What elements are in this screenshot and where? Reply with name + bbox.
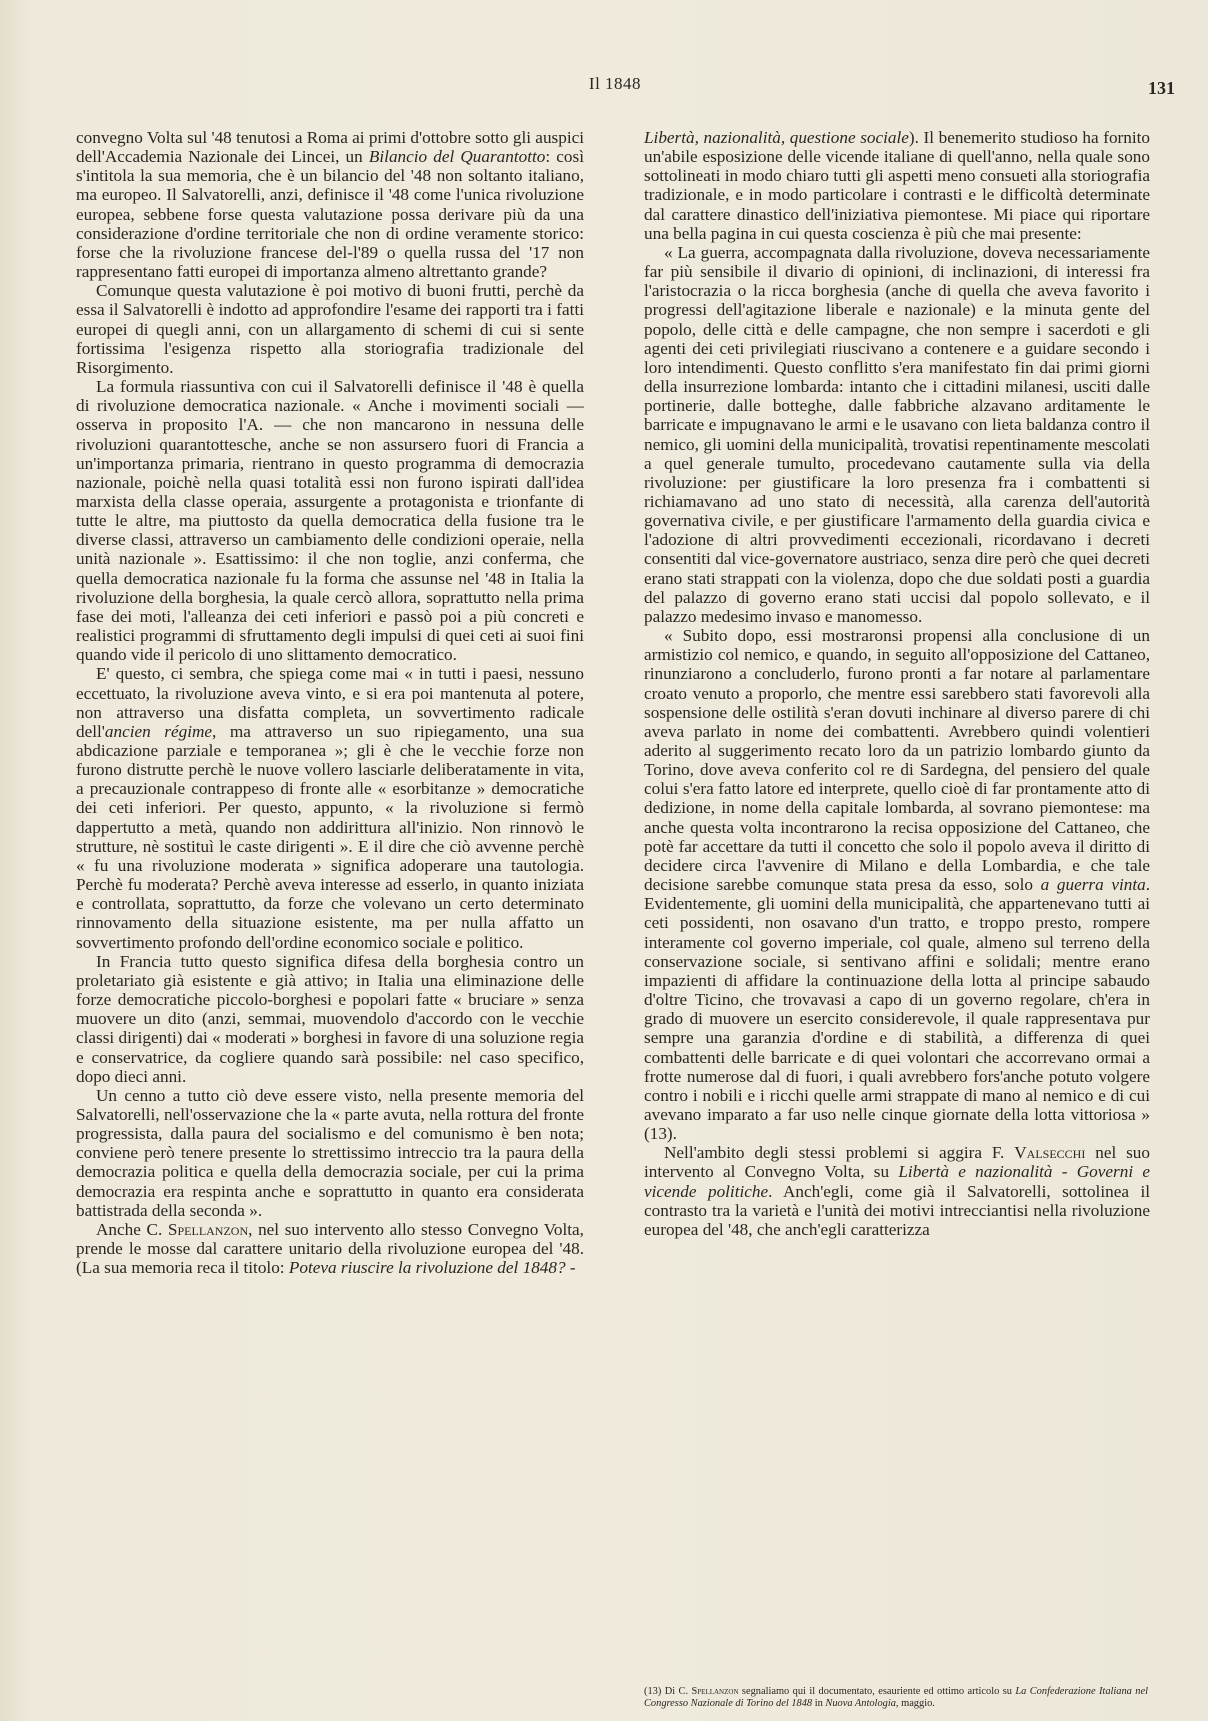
text-run: Anche C. (96, 1219, 168, 1239)
paragraph: « La guerra, accompagnata dalla rivoluzione, doveva necessariamente far più sensibile il divario di opinioni, di inclinazioni, di interessi fra l'aristocrazia o la ricca borghesia (anche di quella che aveva favorito i progressi dell'agitazione liberale e nazionale) e la minuta gente del popolo, delle città e delle campagne, che non sempre i sacerdoti e gli agenti dei ceti privilegiati riuscivano a contenere e a guidare secondo i loro intendimenti. Questo conflitto s'era manifestato fin dai primi giorni della insurrezione lombarda: intanto che i cittadini milanesi, usciti dalle portinerie, dalle botteghe, dalle fabbriche alzavano arditamente le barricate e impugnavano le armi e le usavano con lieta baldanza contro il nemico, gli uomini della municipalità, trovatisi repentinamente mescolati a quel generale tumulto, procedevano cautamente sulla via della rivoluzione: per giustificare la loro presenza fra i combattenti si richiamavano ad uno stato di necessità, alla carenza dell'autorità governativa civile, e per giustificare l'armamento della guardia civica e l'adozione di altri provvedimenti eccezionali, ricordavano i decreti consentiti dal vice-governatore austriaco, senza dire però che quei decreti erano stati strappati con la violenza, dopo che due soldati posti a guardia del palazzo di governo erano stati uccisi dal popolo sollevato, e il palazzo medesimo invaso e manomesso. (644, 242, 1150, 626)
paragraph (644, 1143, 1150, 1239)
text-run: . Evidentemente, gli uomini della municipalità, che appartenevano tutti ai ceti possidenti, non osavano d'un tratto, e troppo presto, rompere interamente col governo imperiale, col quale, almeno sul terreno della conservazione sociale, si sentivano affini e solidali; mentre erano impazienti di affidare la continuazione della lotta al principe sabaudo d'oltre Ticino, che trovavasi a capo di un governo regolare, ch'era in grado di muovere un esercito considerevole, il quale rappresentava pur sempre una garanzia d'ordine e di stabilità, a differenza di quei combattenti delle barricate e di quei volontari che accorrevano ormai a frotte numerose dal di fuori, i quali avrebbero fors'anche potuto volgere contro i nobili e i ricchi quelle armi strappate di mano al nemico e di cui avevano imparato a far uso nelle cinque giornate della lotta vittoriosa » (13). (644, 875, 1150, 1144)
text-run: , maggio. (895, 1698, 935, 1709)
text-run: , nel suo intervento allo stesso Convegno Volta, prende le mosse dal carattere unitario della rivoluzione europea del '48. (La sua memoria reca il titolo: (76, 1219, 584, 1278)
text-run: , ma attraverso un suo ripiegamento, una sua abdicazione parziale e temporanea »; gli è che le vecchie forze non furono distrutte perchè le nuove vollero lasciarle deliberatamente in vita, a precauzionale contrappeso di fronte alle « esorbitanze » democratiche dei ceti inferiori. Per questo, appunto, « la rivoluzione si fermò dappertutto a metà, quando non addirittura all'inizio. Non rinnovò le strutture, nè sostituì le caste dirigenti ». E il dire che ciò avvenne perchè « fu una rivoluzione moderata » significa adoperare una tautologia. Perchè fu moderata? Perchè aveva interesse ad esserlo, in quanto iniziata e controllata, soprattutto, da forze che volevano un certo determinato rinnovamento della situazione esistente, ma per nulla affatto un sovvertimento profondo dell'ordine economico sociale e politico. (76, 721, 584, 952)
italic-phrase: a guerra vinta (1040, 875, 1146, 895)
footnote (644, 1686, 1148, 1710)
paragraph: Comunque questa valutazione è poi motivo di buoni frutti, perchè da essa il Salvatorelli è indotto ad approfondire l'esame dei rapporti tra i fatti europei di quegli anni, con un allargamento di schemi di cui si sente fortissima l'esigenza rispetto alla storiografia tradizionale del Risorgimento. (76, 281, 584, 377)
paragraph: La formula riassuntiva con cui il Salvatorelli definisce il '48 è quella di rivoluzione democratica nazionale. « Anche i movimenti sociali — osserva in proposito l'A. — che non mancarono in nessuna delle rivoluzioni quarantottesche, anche se non assursero fuori di Francia a un'importanza primaria, rientrano in questo programma di democrazia nazionale, poichè nella quasi totalità essi non furono ispirati dall'idea marxista della classe operaia, assurgente a protagonista e trionfante di tutte le altre, ma piuttosto da quella democratica della fusione tra le diverse classi, attraverso un cambiamento delle condizioni operaie, nella unità nazionale ». Esattissimo: il che non toglie, anzi conferma, che quella democratica nazionale fu la forma che assunse nel '48 in Italia la rivoluzione della borghesia, la quale cercò allora, soprattutto nella prima fase dei moti, l'alleanza dei ceti inferiori e passò poi a più concreti e realistici programmi di sfruttamento degli impulsi di quei ceti ai suoi fini quando vide il pericolo di uno slittamento democratico. (76, 377, 584, 665)
text-run: E' questo, ci sembra, che spiega come mai « in tutti i paesi, nessuno eccettuato, la rivoluzione aveva vinto, e si era poi mantenuta al potere, non attraverso una disfatta completa, un sovvertimento radicale dell' (76, 664, 584, 741)
text-run: segnaliamo qui il documentato, esauriente ed ottimo articolo su (738, 1686, 1016, 1697)
right-column (644, 128, 1150, 1239)
paragraph: Un cenno a tutto ciò deve essere visto, nella presente memoria del Salvatorelli, nell'osservazione che la « parte avuta, nella rottura del fronte progressista, dalla paura del socialismo e del comunismo è ben nota; conviene però tenere presente lo strettissimo intreccio tra la paura della democrazia politica e quella della democrazia sociale, per cui la prima democrazia era respinta anche e soprattutto in quanto era considerata battistrada della seconda ». (76, 1085, 584, 1220)
paragraph (644, 128, 1150, 243)
italic-title: Libertà, nazionalità, questione sociale (644, 128, 909, 147)
author-name: Spellanzon (691, 1686, 739, 1697)
page-number: 131 (1148, 78, 1175, 98)
paragraph (76, 1220, 584, 1277)
left-column (76, 128, 584, 1277)
paragraph (644, 626, 1150, 1143)
paragraph (76, 664, 584, 951)
text-run: - (565, 1258, 576, 1278)
author-name: Valsecchi (1014, 1143, 1086, 1163)
italic-title: La Confederazione Italiana nel Congresso Nazionale di Torino del 1848 (644, 1686, 1148, 1709)
text-run: . Anch'egli, come già il Salvatorelli, sottolinea il contrasto tra la varietà e l'unità dei motivi intrecciantisi nella rivoluzione europea del '48, che anch'egli caratterizza (644, 1181, 1151, 1239)
text-run: convegno Volta sul '48 tenutosi a Roma ai primi d'ottobre sotto gli auspici dell'Accademia Nazionale dei Lincei, un (76, 128, 584, 167)
italic-title: Nuova Antologia (825, 1698, 896, 1709)
italic-title: Libertà e nazionalità - Governi e vicende politiche (644, 1162, 1150, 1201)
text-run: nel suo intervento al Convegno Volta, su (644, 1143, 1150, 1182)
text-run: Nell'ambito degli stessi problemi si aggira F. (664, 1143, 1015, 1163)
text-run: in (812, 1698, 826, 1709)
text-run: ). Il benemerito studioso ha fornito un'abile esposizione delle vicende italiane di quell'anno, nella quale sono sottolineati in modo chiaro tutti gli aspetti meno consueti alla storiografia tradizionale, e in modo particolare i contrasti e le difficoltà determinate dal carattere dinastico dell'iniziativa piemontese. Mi piace qui riportare una bella pagina in cui questa coscienza è più che mai presente: (644, 128, 1150, 243)
author-name: Spellanzon (167, 1219, 249, 1239)
text-run: « Subito dopo, essi mostraronsi propensi alla conclusione di un armistizio col nemico, e quando, in seguito all'opposizione del Cattaneo, rinunziarono a concluderlo, furono pronti a far notare al parlamentare croato venuto a proporlo, che mentre essi sarebbero stati favorevoli alla sospensione delle ostilità s'eran dovuti inchinare al diverso parere di chi aveva parlato in nome dei combattenti. Avrebbero quindi volentieri aderito al suggerimento recato loro da un patrizio lombardo giunto da Torino, dove aveva conferito col re di Sardegna, del pensiero del quale colui s'era fatto latore ed interprete, quello cioè di far prontamente atto di dedizione, in nome della capitale lombarda, al sovrano piemontese: ma anche questa volta incontrarono la recisa opposizione del Cattaneo, che potè far accettare da tutti il concetto che solo il popolo aveva il diritto di decidere circa l'avvenire di Milano e della Lombardia, e che tale decisione sarebbe comunque stata presa da esso, solo (644, 626, 1150, 895)
running-header: Il 1848 (588, 74, 642, 93)
italic-phrase: ancien régime (104, 721, 213, 741)
italic-title: Bilancio del Quarantotto (368, 147, 546, 167)
italic-title: Poteva riuscire la rivoluzione del 1848? (288, 1258, 566, 1278)
text-run: : così s'intitola la sua memoria, che è un bilancio del '48 non soltanto italiano, ma europeo. Il Salvatorelli, anzi, definisce il '48 come l'unica rivoluzione europea, sebbene forse questa valutazione possa derivare più da una considerazione d'ordine territoriale che non di ordine veramente storico: forse che la rivoluzione francese del-l'89 o quella russa del '17 non rappresentano fatti europei di importanza almeno altrettanto grande? (76, 147, 584, 282)
paragraph (76, 128, 584, 281)
footnote-marker: (13) Di C. (644, 1686, 692, 1697)
paragraph: In Francia tutto questo significa difesa della borghesia contro un proletariato già esistente e già attivo; in Italia una eliminazione delle forze democratiche piccolo-borghesi e popolari fatte « bruciare » senza muovere un dito (anzi, semmai, muovendolo d'accordo con le vecchie classi dirigenti) dai « moderati » borghesi in favore di una soluzione regia e conservatrice, da cogliere quando sarà possibile: nel caso specifico, dopo dieci anni. (76, 951, 584, 1086)
